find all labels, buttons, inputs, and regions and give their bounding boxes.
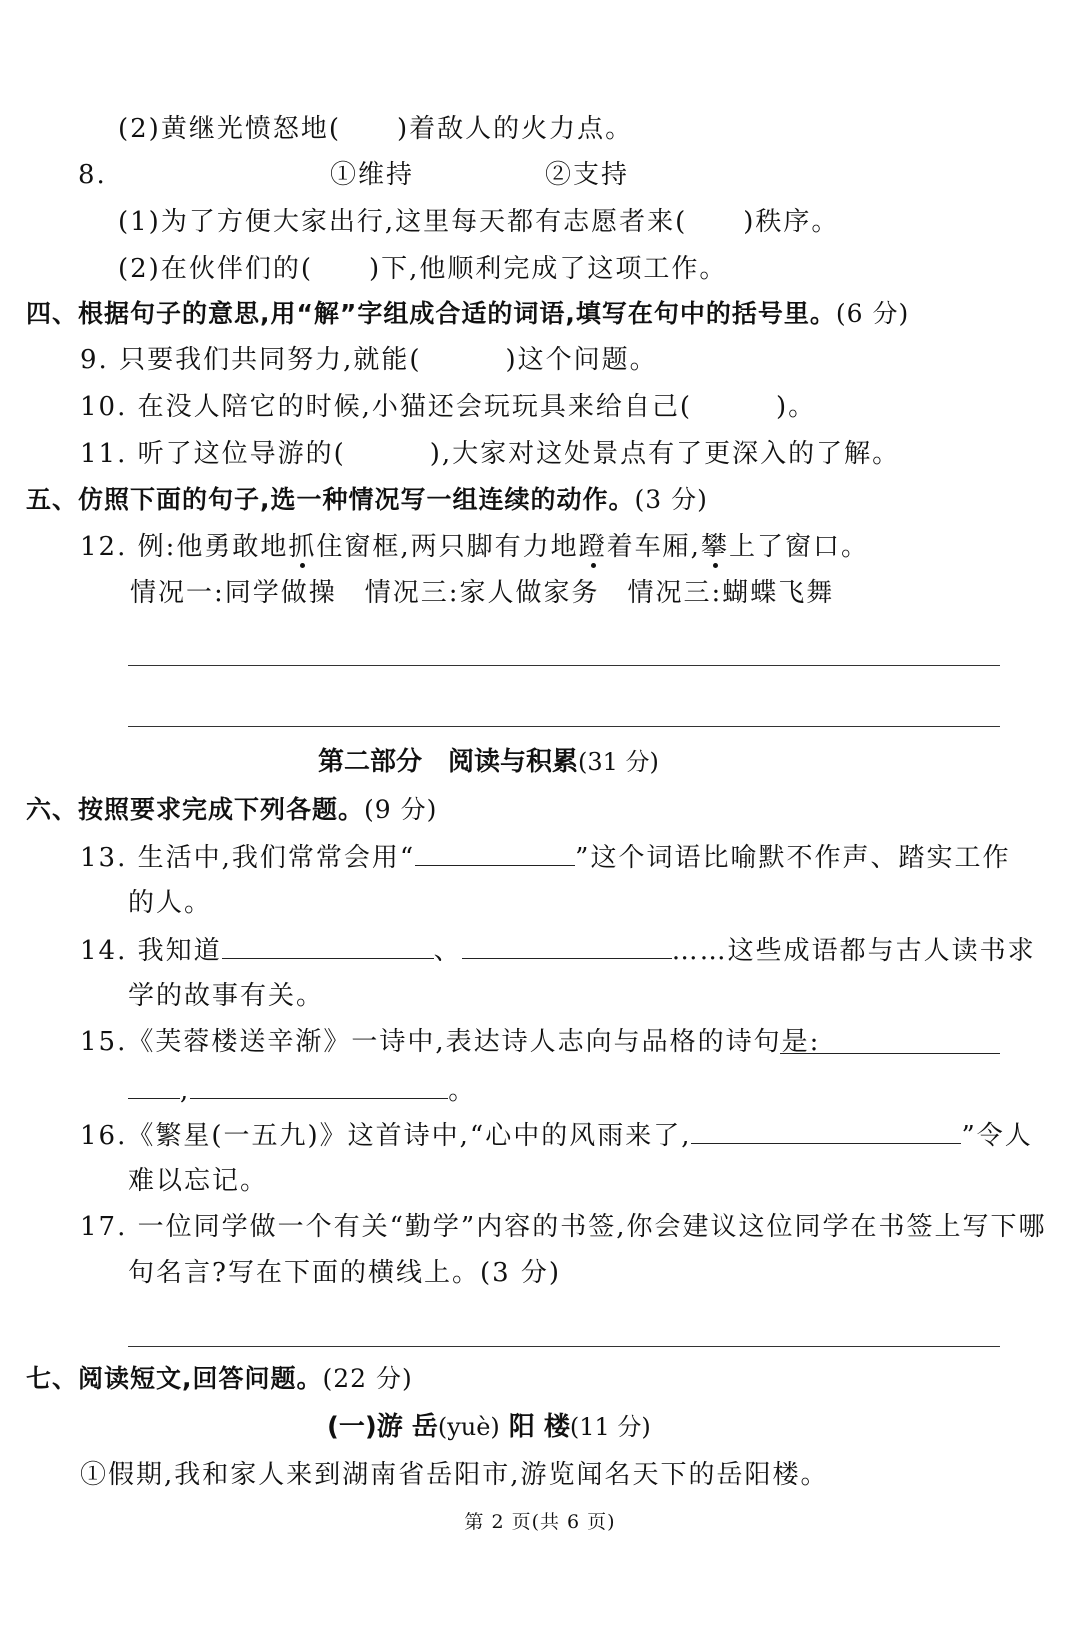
q12-situations: 情况一:同学做操 情况三:家人做家务 情况三:蝴蝶飞舞 [130,578,835,608]
q17: 17. 一位同学做一个有关“勤学”内容的书签,你会建议这位同学在书签上写下哪 [80,1212,1047,1242]
section-4-heading [26,297,909,331]
q12-text-4: 上了窗口。 [728,532,869,562]
q15-blank-3[interactable] [190,1072,448,1099]
part-2-title [318,745,659,779]
part-2-points: (31 分) [578,748,659,776]
q13-text-2: ”这个词语比喻默不作声、踏实工作 [575,843,1011,873]
q14-text-3: ……这些成语都与古人读书求 [671,936,1036,966]
q16-text-2: ”令人 [961,1121,1033,1151]
q14-continued: 学的故事有关。 [128,981,325,1011]
q14-blank-1[interactable] [222,932,434,959]
q15 [80,1025,820,1059]
q14 [80,932,1036,968]
section-5-heading-text: 五、仿照下面的句子,选一种情况写一组连续的动作。 [26,485,635,514]
section-4-heading-text: 四、根据句子的意思,用“解”字组成合适的词语,填写在句中的括号里。 [26,299,836,328]
q16-text-1: 16.《繁星(一五九)》这首诗中,“心中的风雨来了, [80,1121,692,1151]
section-5-heading [26,483,708,517]
q15-blank-1[interactable] [780,1027,1000,1054]
passage-points: (11 分) [569,1413,651,1441]
q14-text-1: 14. 我知道 [80,936,222,966]
q8-sub2: (2)在伙伴们的( )下,他顺利完成了这项工作。 [118,254,728,284]
q9: 9. 只要我们共同努力,就能( )这个问题。 [80,345,658,375]
q14-blank-2[interactable] [462,932,672,959]
q15-text-1: 15.《芙蓉楼送辛渐》一诗中,表达诗人志向与品格的诗句是: [80,1027,821,1057]
q12-text-1: 12. 例:他勇敢地 [80,532,289,562]
q16-continued: 难以忘记。 [128,1166,269,1196]
q15-blank-2[interactable] [128,1072,180,1099]
passage-title-pinyin: (yuè) [437,1413,500,1441]
q16-blank[interactable] [691,1117,961,1144]
q14-text-2: 、 [433,936,462,966]
q11: 11. 听了这位导游的( ),大家对这处景点有了更深入的了解。 [80,439,901,469]
q13 [80,839,1010,875]
q15-period: 。 [448,1076,477,1106]
answer-line[interactable] [128,665,1000,666]
section-5-points: (3 分) [634,485,708,514]
q8-option-1: ①维持 [330,160,415,190]
q16 [80,1117,1033,1153]
q8-option-2: ②支持 [545,160,630,190]
q10: 10. 在没人陪它的时候,小猫还会玩玩具来给自己( )。 [80,392,817,422]
section-7-heading-text: 七、阅读短文,回答问题。 [26,1364,323,1393]
q12-text-3: 着车厢, [606,532,701,562]
section-6-points: (9 分) [364,795,438,824]
section-7-points: (22 分) [322,1364,413,1393]
part-2-title-text: 第二部分 阅读与积累 [318,747,579,777]
q8-number: 8. [78,160,107,190]
q13-text-1: 13. 生活中,我们常常会用“ [80,843,416,873]
page-number: 第 2 页(共 6 页) [464,1511,616,1533]
q12-text-2: 住窗框,两只脚有力地 [316,532,579,562]
passage-title-text-1: (一)游 岳 [327,1412,438,1442]
q17-continued: 句名言?写在下面的横线上。(3 分) [128,1258,562,1288]
q13-blank[interactable] [415,839,575,866]
passage-paragraph-1: ①假期,我和家人来到湖南省岳阳市,游览闻名天下的岳阳楼。 [80,1460,829,1490]
q15-comma: , [180,1076,191,1106]
q7-sub2: (2)黄继光愤怒地( )着敌人的火力点。 [118,114,634,144]
section-4-points: (6 分) [835,299,910,328]
q13-continued: 的人。 [128,888,213,918]
q12-verb-3: 攀 [700,532,729,562]
section-6-heading [26,793,437,827]
answer-line[interactable] [128,726,1000,727]
q8-sub1: (1)为了方便大家出行,这里每天都有志愿者来( )秩序。 [118,207,840,237]
section-7-heading [26,1362,413,1396]
passage-title-text-2: 阳 楼 [499,1412,570,1442]
answer-line[interactable] [128,1346,1000,1347]
q12-verb-2: 蹬 [578,532,607,562]
passage-title [327,1410,651,1444]
q12-example [80,530,869,564]
section-6-heading-text: 六、按照要求完成下列各题。 [26,795,365,824]
q15-continued [128,1072,476,1108]
q12-verb-1: 抓 [288,532,317,562]
